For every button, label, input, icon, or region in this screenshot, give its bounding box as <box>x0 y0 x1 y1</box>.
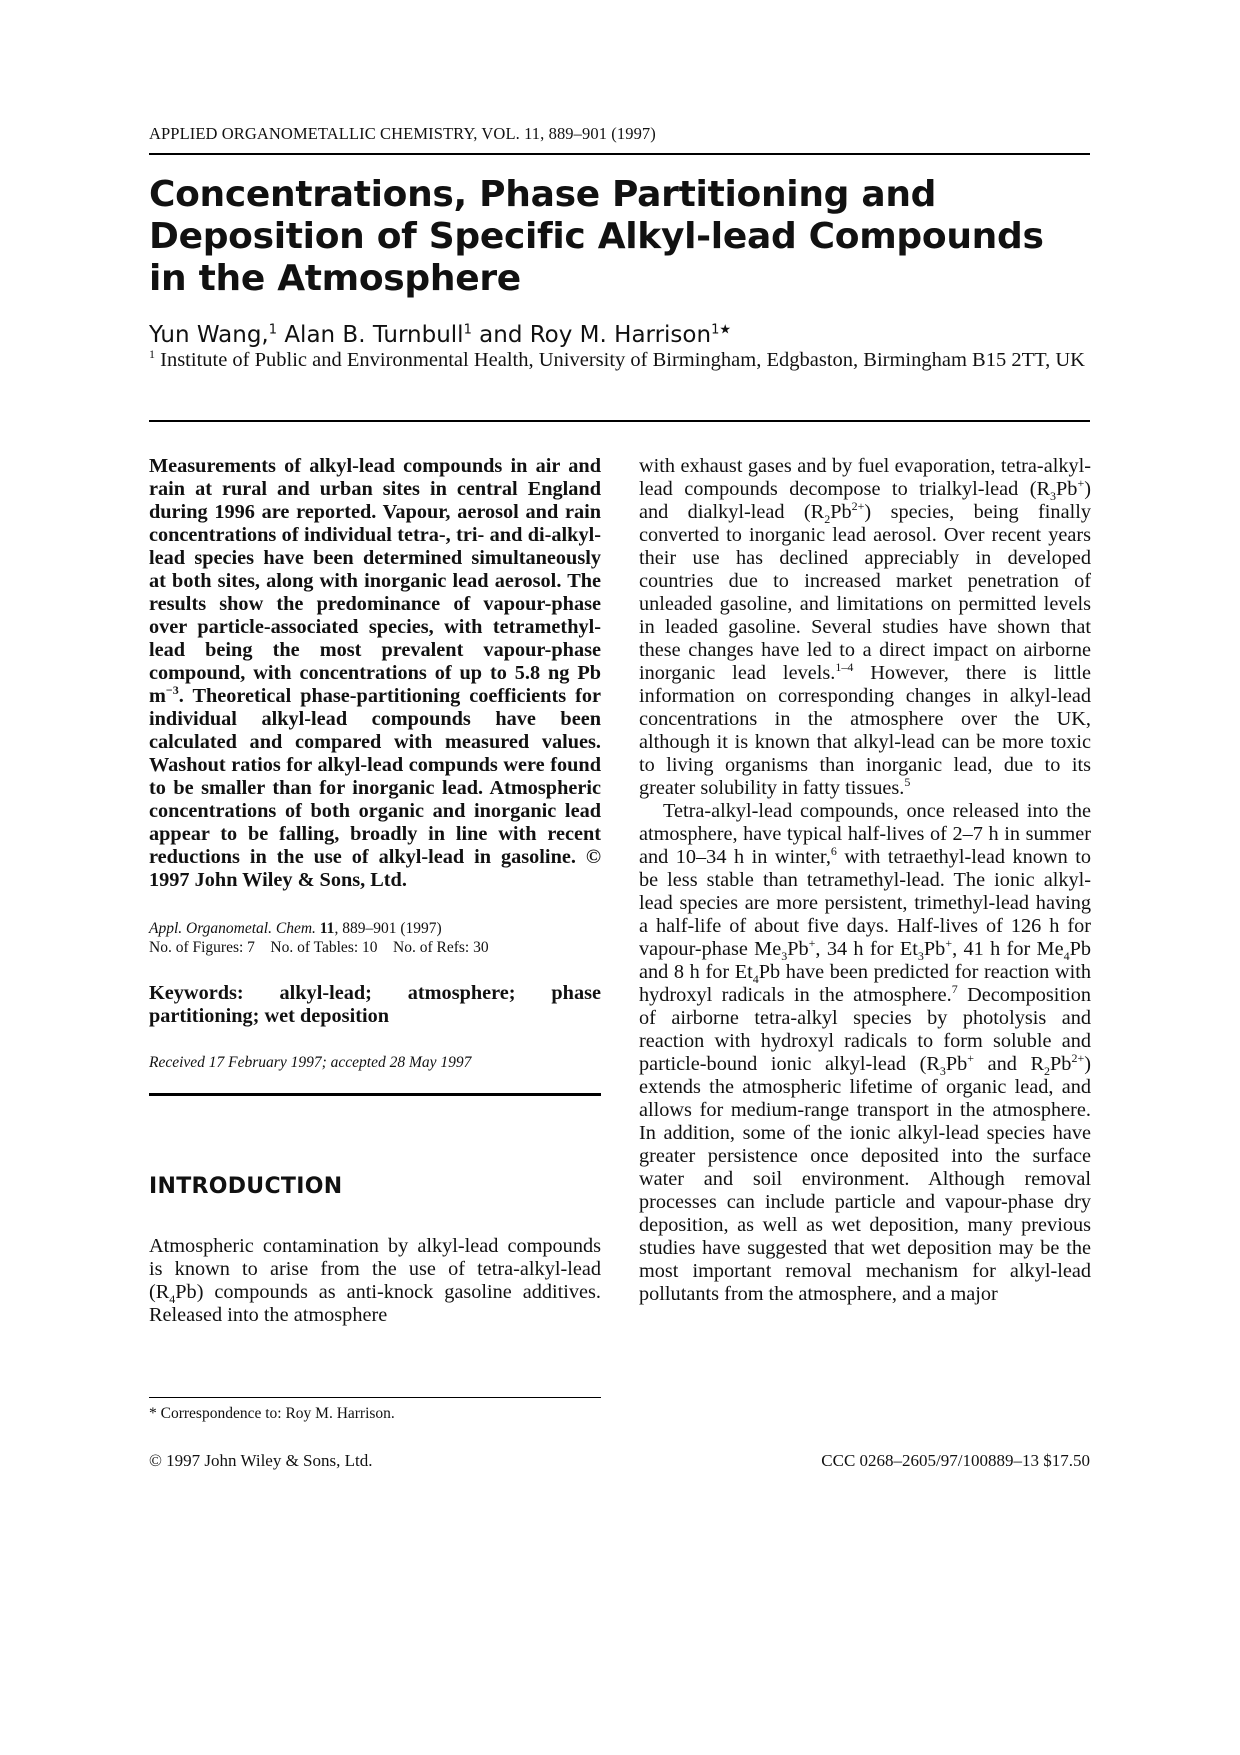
abstract-text: Measurements of alkyl-lead compounds in air and rain at rural and urban sites in central England during 1996 are reported. Vapour, aerosol and rain concentrations of individual tetra-, tri- and di-alkyl-lead species have been determined simultaneously at both sites, along with inorganic lead aerosol. The results show the predominance of vapour-phase over particle-associated species, with tetramethyl-lead being the most prevalent vapour-phase compound, with concentrations of up to 5.8 ng Pb m <box>149 455 601 707</box>
citation-stats: No. of Figures: 7 No. of Tables: 10 No. of Refs: 30 <box>149 939 489 956</box>
text-run: Pb <box>1050 1053 1072 1075</box>
author-name: and Roy M. Harrison <box>471 322 712 348</box>
author-affil-mark: 1 <box>268 322 278 338</box>
text-run: , 34 h for Et <box>815 938 918 960</box>
superscript: 2+ <box>1071 1051 1085 1066</box>
text-run: and R <box>974 1053 1045 1075</box>
citation-volume: 11 <box>315 920 335 937</box>
text-run: Tetra-alkyl-lead compounds, once released into the atmosphere, have typical half-lives of 2–7 h in summer and 10–34 h in winter, <box>639 800 1091 868</box>
title-line: in the Atmosphere <box>149 258 521 299</box>
text-run: Pb <box>787 938 809 960</box>
citation-pages: , 889–901 (1997) <box>334 920 442 937</box>
affiliation-text: Institute of Public and Environmental Health, University of Birmingham, Edgbaston, Birmingham B15 2TT, UK <box>155 349 1085 371</box>
subscript: 4 <box>1063 949 1070 964</box>
author-affil-mark: 1 <box>463 322 472 338</box>
text-run: ) extends the atmospheric lifetime of organic lead, and allows for medium-range transport in the atmosphere. In addition, some of the ionic alkyl-lead species have greater persistence once deposited into the surface water and soil environment. Although removal processes can include particle and vapour-phase dry deposition, as well as wet deposition, many previous studies have suggested that wet deposition may be the most important removal mechanism for alkyl-lead pollutants from the atmosphere, and a major <box>639 1053 1091 1305</box>
citation-line <box>149 919 601 938</box>
section-heading-introduction: INTRODUCTION <box>149 1174 343 1199</box>
subscript: 3 <box>939 1064 946 1079</box>
superscript: 2+ <box>851 499 865 514</box>
footer-ccc-code: CCC 0268–2605/97/100889–13 $17.50 <box>821 1451 1090 1470</box>
reference-mark: 7 <box>951 982 958 997</box>
text-run: ) and dialkyl-lead (R <box>639 478 1091 523</box>
title-line: Concentrations, Phase Partitioning and <box>149 174 937 215</box>
subscript: 3 <box>781 949 788 964</box>
superscript: + <box>1077 476 1085 491</box>
reference-mark: 6 <box>830 844 837 859</box>
subscript: 2 <box>824 512 831 527</box>
subscript: 4 <box>169 1292 176 1307</box>
text-run: Pb <box>1056 478 1078 500</box>
keywords: Keywords: alkyl-lead; atmosphere; phase partitioning; wet deposition <box>149 982 601 1027</box>
subscript: 3 <box>1050 489 1057 504</box>
intro-paragraph <box>149 1235 601 1327</box>
intro-paragraph-continued <box>639 455 1091 800</box>
text-run: Pb <box>923 938 946 960</box>
received-dates: Received 17 February 1997; accepted 28 May 1997 <box>149 1054 472 1071</box>
correspondence-footnote: * Correspondence to: Roy M. Harrison. <box>149 1405 395 1422</box>
text-run: Pb <box>945 1053 968 1075</box>
affiliation <box>149 349 1090 372</box>
reference-mark: 1–4 <box>835 660 854 675</box>
running-head: APPLIED ORGANOMETALLIC CHEMISTRY, VOL. 11, 889–901 (1997) <box>149 124 656 143</box>
reference-mark: 5 <box>904 775 911 790</box>
footer-copyright: © 1997 John Wiley & Sons, Ltd. <box>149 1451 373 1470</box>
text-run: Pb and 8 h for Et <box>639 938 1091 983</box>
subscript: 2 <box>1044 1064 1051 1079</box>
article-title <box>149 174 1109 300</box>
text-run: Pb have been predicted for reaction with hydroxyl radicals in the atmosphere. <box>639 961 1091 1006</box>
superscript: + <box>967 1051 975 1066</box>
text-run: , 41 h for Me <box>952 938 1064 960</box>
text-run: However, there is little information on corresponding changes in alkyl-lead concentrations in the atmosphere over the UK, although it is known that alkyl-lead can be more toxic to living organisms than inorganic lead, due to its greater solubility in fatty tissues. <box>639 662 1091 799</box>
abstract-sup: −3 <box>165 683 179 698</box>
text-run: Pb) compounds as anti-knock gasoline additives. Released into the atmosphere <box>149 1281 601 1326</box>
text-run: with exhaust gases and by fuel evaporation, tetra-alkyl-lead compounds decompose to trialkyl-lead (R <box>639 455 1091 500</box>
abstract-rule <box>149 1093 601 1096</box>
affiliation-mark: 1 <box>149 347 155 362</box>
superscript: + <box>808 936 816 951</box>
author-affil-mark: 1★ <box>711 322 732 338</box>
author-name: Alan B. Turnbull <box>277 322 464 348</box>
text-run: Decomposition of airborne tetra-alkyl species by photolysis and reaction with hydroxyl radicals to form soluble and particle-bound ionic alkyl-lead (R <box>639 984 1091 1075</box>
header-rule <box>149 153 1090 155</box>
author-list <box>149 322 731 348</box>
footnote-rule <box>149 1397 601 1398</box>
author-name: Yun Wang, <box>149 322 269 348</box>
left-column <box>149 455 601 1327</box>
right-column <box>639 455 1091 1306</box>
affiliation-rule <box>149 420 1090 422</box>
citation-block <box>149 919 601 957</box>
abstract-text-end: . Theoretical phase-partitioning coefficients for individual alkyl-lead compounds have been calculated and compared with measured values. Washout ratios for alkyl-lead compunds were found to be smaller than for inorganic lead. Atmospheric concentrations of both organic and inorganic lead appear to be falling, broadly in line with recent reductions in the use of alkyl-lead in gasoline. © 1997 John Wiley & Sons, Ltd. <box>149 685 601 891</box>
text-run: Pb <box>830 501 852 523</box>
subscript: 3 <box>917 949 924 964</box>
superscript: + <box>945 936 953 951</box>
subscript: 4 <box>752 972 759 987</box>
text-run: Atmospheric contamination by alkyl-lead compounds is known to arise from the use of tetra-alkyl-lead (R <box>149 1235 601 1303</box>
title-line: Deposition of Specific Alkyl-lead Compounds <box>149 216 1044 257</box>
text-run: with tetraethyl-lead known to be less stable than tetramethyl-lead. The ionic alkyl-lead species are more persistent, trimethyl-lead having a half-life of about five days. Half-lives of 126 h for vapour-phase Me <box>639 846 1091 960</box>
abstract <box>149 455 601 892</box>
citation-journal: Appl. Organometal. Chem. <box>149 920 316 937</box>
text-run: ) species, being finally converted to inorganic lead aerosol. Over recent years their use has declined appreciably in developed countries due to increased market penetration of unleaded gasoline, and limitations on permitted levels in leaded gasoline. Several studies have shown that these changes have led to a direct impact on airborne inorganic lead levels. <box>639 501 1091 684</box>
intro-paragraph <box>639 800 1091 1306</box>
